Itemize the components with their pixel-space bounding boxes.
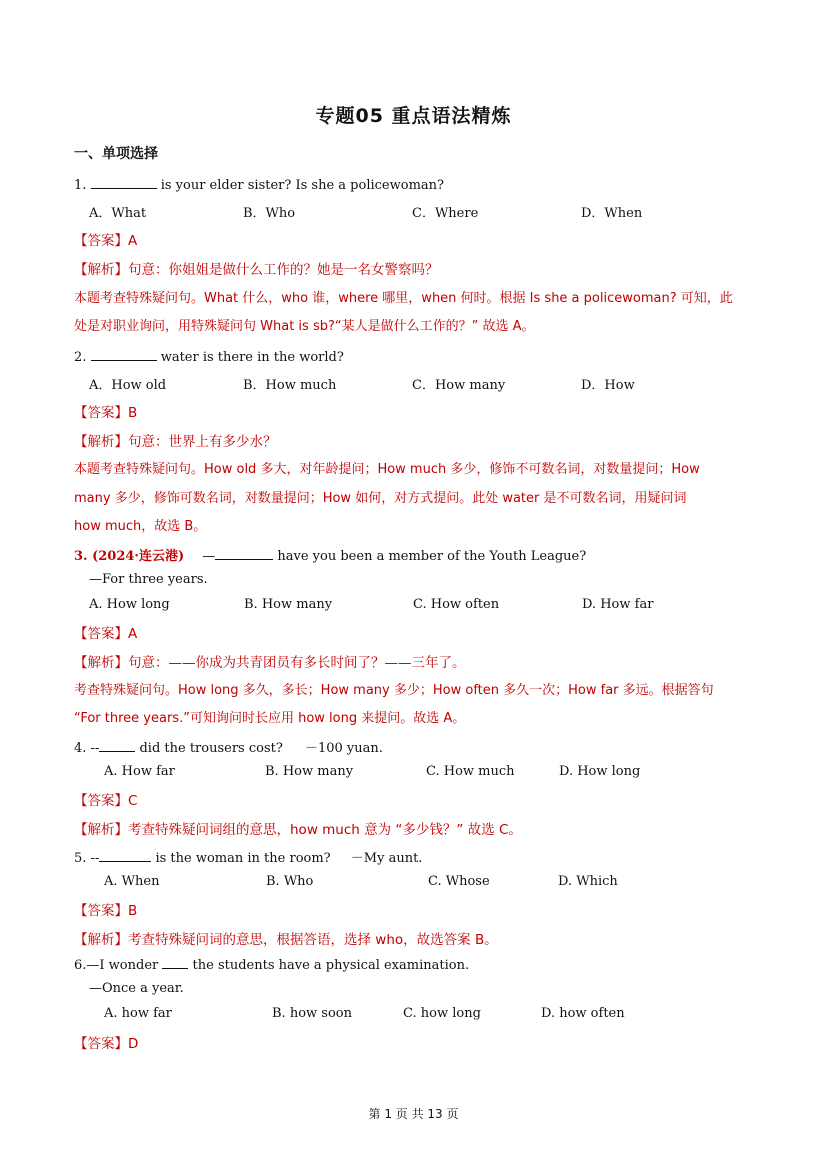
analysis-text: many 多少，修饰可数名词，对数量提问；How 如何，对方式提问。此处 water 是不可数名词，用疑问词 [74, 491, 687, 506]
analysis-label: 【解析】 [74, 434, 128, 450]
reply-text: —For three years. [89, 572, 208, 587]
option-c: C．How many [412, 378, 506, 393]
question-text: did the trousers cost? [139, 741, 283, 756]
answer-blank [162, 956, 188, 969]
analysis-label: 【解析】 [74, 655, 128, 671]
answer-blank [91, 176, 157, 189]
option-b: B．Who [243, 206, 296, 221]
option-a: A. how far [104, 1006, 172, 1021]
option-d: D．How [581, 378, 635, 393]
reply-text: －My aunt. [350, 851, 423, 866]
answer-blank [215, 547, 273, 560]
option-c: C．Where [412, 206, 479, 221]
question-text: have you been a member of the Youth League? [277, 549, 587, 564]
option-d: D．When [581, 206, 643, 221]
option-c: C. How often [413, 597, 500, 612]
analysis-line [74, 258, 439, 278]
answer-line: 【答案】B [74, 405, 138, 421]
question-5 [74, 847, 422, 866]
answer-line: 【答案】D [74, 1036, 139, 1052]
option-d: D. how often [541, 1006, 625, 1021]
analysis-text: 本题考查特殊疑问句。How old 多大，对年龄提问；How much 多少，修饰不可数名词，对数量提问；How [74, 462, 700, 477]
question-6 [74, 956, 469, 973]
option-c: C. Whose [428, 874, 490, 889]
question-number: 1. [74, 178, 87, 193]
option-a: A．What [89, 206, 147, 221]
question-number: 4. -- [74, 741, 100, 756]
option-d: D. How far [582, 597, 654, 612]
question-2 [74, 348, 344, 365]
analysis-label: 【解析】 [74, 932, 128, 948]
option-a: A. How far [104, 764, 175, 779]
answer-blank [91, 348, 157, 361]
question-number: 2. [74, 350, 87, 365]
option-a: A. How long [89, 597, 170, 612]
option-b: B. Who [266, 874, 314, 889]
question-text: is the woman in the room? [155, 851, 331, 866]
answer-line: 【答案】A [74, 233, 138, 249]
question-text: water is there in the world? [160, 350, 344, 365]
dialog-dash: — [202, 549, 216, 564]
analysis-text: 处是对职业询问，用特殊疑问句 What is sb?“某人是做什么工作的？” 故选 A。 [74, 319, 535, 334]
question-4 [74, 737, 383, 756]
answer-line: 【答案】B [74, 903, 138, 919]
question-text: the students have a physical examination. [192, 958, 470, 973]
answer-line: 【答案】A [74, 626, 138, 642]
option-b: B．How much [243, 378, 337, 393]
question-1 [74, 176, 444, 193]
analysis-line [74, 651, 466, 671]
answer-line: 【答案】C [74, 793, 138, 809]
option-b: B. how soon [272, 1006, 352, 1021]
option-a: A．How old [89, 378, 167, 393]
analysis-text: 考查特殊疑问句。How long 多久，多长；How many 多少；How often 多久一次；How far 多远。根据答句 [74, 683, 714, 698]
analysis-text: 本题考查特殊疑问句。What 什么，who 谁，where 哪里，when 何时。根据 Is she a policewoman? 可知，此 [74, 291, 733, 306]
option-b: B. How many [265, 764, 354, 779]
reply-text: —Once a year. [89, 981, 184, 996]
analysis-line [74, 430, 277, 450]
option-d: D. Which [558, 874, 618, 889]
page-title: 专题05 重点语法精炼 [315, 105, 512, 127]
reply-text: －100 yuan. [304, 741, 383, 756]
analysis-text: 句意：你姐姐是做什么工作的？她是一名女警察吗？ [128, 262, 439, 278]
option-c: C. How much [426, 764, 515, 779]
analysis-line [74, 928, 498, 948]
option-d: D. How long [559, 764, 641, 779]
option-a: A. When [104, 874, 160, 889]
question-number: 5. -- [74, 851, 100, 866]
question-number: 3. (2024·连云港) [74, 549, 185, 564]
analysis-label: 【解析】 [74, 262, 128, 278]
question-number: 6.—I wonder [74, 958, 159, 973]
question-3 [74, 545, 586, 564]
option-b: B. How many [244, 597, 333, 612]
analysis-label: 【解析】 [74, 822, 128, 838]
option-c: C. how long [403, 1006, 481, 1021]
analysis-text: 考查特殊疑问词的意思，根据答语，选择 who，故选答案 B。 [128, 932, 498, 948]
question-text: is your elder sister? Is she a policewoman? [160, 178, 444, 193]
analysis-text: how much，故选 B。 [74, 519, 207, 534]
answer-blank [99, 849, 151, 862]
section-heading: 一、单项选择 [74, 146, 158, 162]
analysis-text: 句意：世界上有多少水？ [128, 434, 277, 450]
analysis-text: 考查特殊疑问词组的意思，how much 意为 “多少钱？” 故选 C。 [128, 822, 522, 838]
analysis-text: 句意：——你成为共青团员有多长时间了？——三年了。 [128, 655, 466, 671]
analysis-text: “For three years.”可知询问时长应用 how long 来提问。故选 A。 [74, 711, 466, 726]
answer-blank [99, 739, 135, 752]
page-footer: 第 1 页 共 13 页 [368, 1107, 459, 1121]
analysis-line [74, 818, 522, 838]
